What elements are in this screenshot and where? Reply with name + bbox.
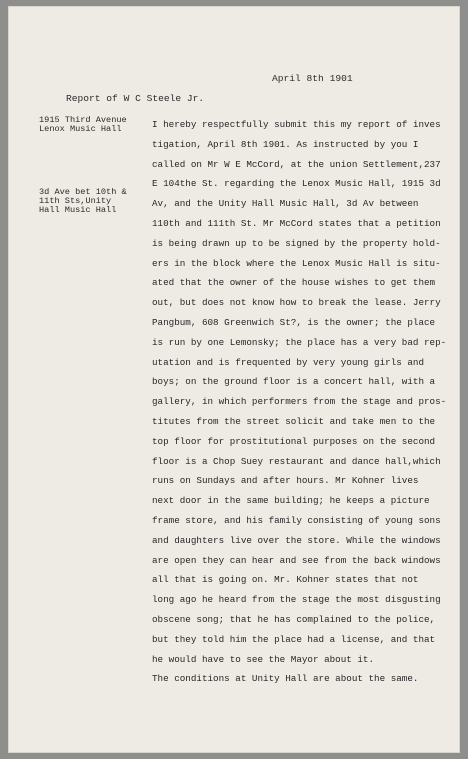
document-page xyxy=(8,6,460,753)
body-line: obscene song; that he has complained to the police, xyxy=(152,613,436,625)
margin-note-line: 3d Ave bet 10th & xyxy=(39,187,127,197)
body-line: 110th and 111th St. Mr McCord states that a petition xyxy=(152,217,441,229)
body-line: E 104the St. regarding the Lenox Music Hall, 1915 3d xyxy=(152,178,441,190)
body-line: is run by one Lemonsky; the place has a very bad rep- xyxy=(152,336,447,348)
margin-note-line: 1915 Third Avenue xyxy=(39,115,127,125)
body-line: Pangbum, 608 Greenwich St?, is the owner; the place xyxy=(152,316,436,328)
report-title: Report of W C Steele Jr. xyxy=(66,93,205,104)
body-line: utation and is frequented by very young girls and xyxy=(152,356,424,368)
body-line: floor is a Chop Suey restaurant and dance hall,which xyxy=(152,455,441,467)
body-line: long ago he heard from the stage the most disgusting xyxy=(152,594,441,606)
body-line: but they told him the place had a license, and that xyxy=(152,633,436,645)
margin-note-unity xyxy=(39,188,149,215)
report-date: April 8th 1901 xyxy=(272,73,353,84)
body-line: called on Mr W E McCord, at the union Settlement,237 xyxy=(152,158,441,170)
margin-note-line: Lenox Music Hall xyxy=(39,124,122,134)
body-line: boys; on the ground floor is a concert hall, with a xyxy=(152,376,436,388)
body-line: all that is going on. Mr. Kohner states that not xyxy=(152,574,419,586)
body-line: The conditions at Unity Hall are about the same. xyxy=(152,673,419,685)
body-line: is being drawn up to be signed by the property hold- xyxy=(152,237,441,249)
body-line: ated that the owner of the house wishes to get them xyxy=(152,277,436,289)
body-line: Av, and the Unity Hall Music Hall, 3d Av between xyxy=(152,198,419,210)
body-line: top floor for prostitutional purposes on the second xyxy=(152,435,436,447)
body-line: tigation, April 8th 1901. As instructed by you I xyxy=(152,138,419,150)
body-line: titutes from the street solicit and take men to the xyxy=(152,415,436,427)
body-line: I hereby respectfully submit this my report of inves xyxy=(152,119,441,130)
body-line: and daughters live over the store. While the windows xyxy=(152,534,441,546)
body-line: he would have to see the Mayor about it. xyxy=(152,653,375,665)
body-line: out, but does not know how to break the lease. Jerry xyxy=(152,297,441,309)
body-line: are open they can hear and see from the back windows xyxy=(152,554,441,566)
body-line: frame store, and his family consisting of young sons xyxy=(152,514,441,526)
report-body xyxy=(152,115,452,689)
body-line: runs on Sundays and after hours. Mr Kohner lives xyxy=(152,475,419,487)
margin-note-lenox xyxy=(39,116,149,134)
body-line: next door in the same building; he keeps a picture xyxy=(152,495,430,507)
body-line: ers in the block where the Lenox Music Hall is situ- xyxy=(152,257,441,269)
margin-note-line: 11th Sts,Unity xyxy=(39,196,112,206)
body-line: gallery, in which performers from the stage and pros- xyxy=(152,396,447,408)
margin-note-line: Hall Music Hall xyxy=(39,205,117,215)
